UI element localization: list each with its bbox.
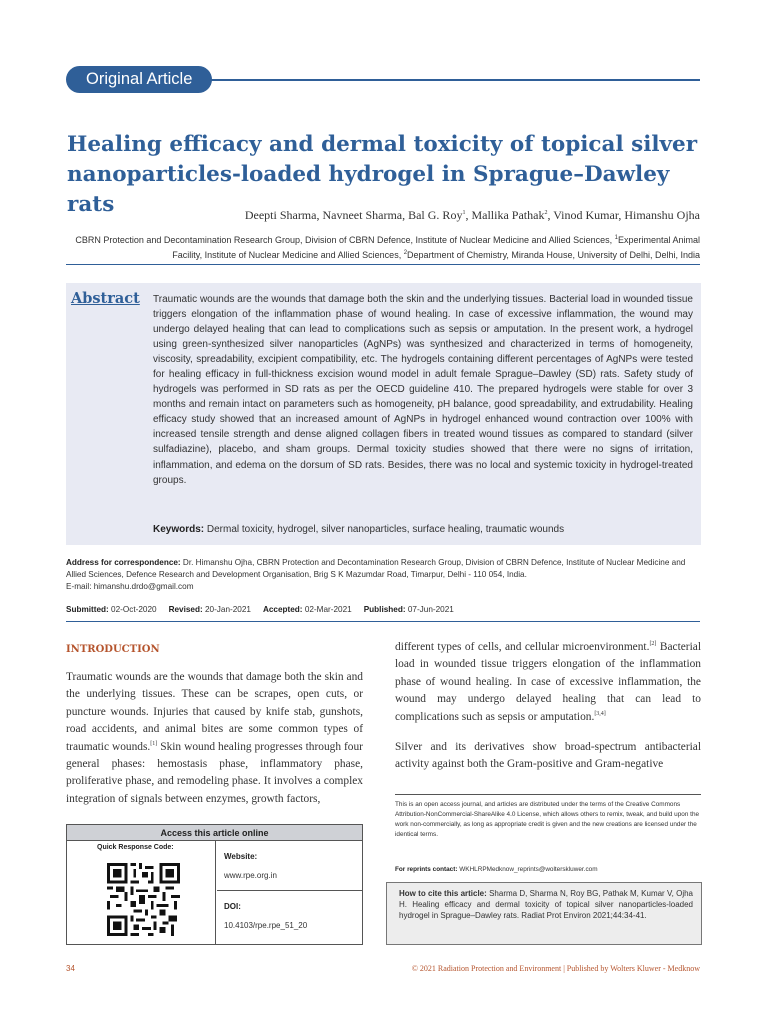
article-dates [66,605,454,614]
authors-part-1: Deepti Sharma, Navneet Sharma, Bal G. Roy [244,208,463,222]
citation-body: Sharma D, Sharma N, Roy BG, Pathak M, Kumar V, Ojha H. Healing efficacy and dermal toxicity of topical silver nanoparticles-loaded hydrogel in Sprague–Dawley rats. Radiat Prot Environ 2021;44:34-41. [399,889,694,921]
article-title: Healing efficacy and dermal toxicity of topical silver nanoparticles-loaded hydrogel in Sprague–Dawley rats [67,132,698,217]
published-date: 07-Jun-2021 [405,605,454,614]
intro-text-4: Bacterial load in wounded tissue triggers elongation of the inflammation phase of wound healing. In case of excessive inflammation, the wound may undergo delayed healing that can lead to complications such as sepsis or amputation. [395,641,701,723]
affiliation-marker-2: 2 [403,250,408,256]
authors-part-2: , Mallika Pathak [465,208,545,222]
keywords [153,524,564,535]
reprints-contact [395,866,598,873]
citation-ref-2[interactable]: [2] [649,641,657,648]
accepted-label: Accepted: [262,605,303,614]
author-affil-1: 1 [462,210,466,216]
citation-label: How to cite this article: [399,889,487,898]
reprints-label: For reprints contact: [395,866,458,873]
citation-ref-3[interactable]: [3,4] [594,710,606,717]
qr-column [67,841,216,944]
article-type-badge: Original Article [66,66,212,93]
intro-text-3: different types of cells, and cellular microenvironment. [395,641,650,653]
intro-text-1: Traumatic wounds are the wounds that damage both the skin and the underlying tissues. These can be scrapes, open cuts, or puncture wounds. Injuries that caused by knife stab, gunshots, road accidents, and animal bites are some common types of traumatic wounds. [66,671,363,753]
affiliation-animal-facility: Experimental Animal Facility, Institute of Nuclear Medicine and Allied Sciences, [172,235,700,260]
affiliations [66,233,700,263]
correspondence [66,557,700,593]
abstract-text: Traumatic wounds are the wounds that damage both the skin and the underlying tissues. Bacterial load in wounded tissue triggers elongation of the inflammation phase of wound healing. In case of excessive inflammation, the wound may undergo delayed healing that can lead to complications such as sepsis or amputation. In the present work, a hydrogel using green-synthesized silver nanoparticles (AgNPs) was synthesized and characterized in terms of homogeneity, viscosity, spreadability, excipient compatibility, etc. The hydrogels containing different percentages of AgNPs were tested for healing efficacy in full-thickness excision wound model in adult female Sprague–Dawley (SD) rats. Safety study of hydrogels was performed in SD rats as per the OECD guideline 410. The prepared hydrogels were stable for over 3 months and remain intact on parameters such as homogeneity, pH balance, good spreadability, and extrudability. Healing efficacy study showed that an increased amount of AgNPs in hydrogel enhanced wound contraction over 100% with increased tensile strength and dense aligned collagen fibers in treated wound tissues as compared to standard (silver sulfadiazine), placebo, and sham groups. Dermal toxicity studies showed that there were no signs of irritation, inflammation, and edema on the dorsum of SD rats. Besides, there was no local and systemic toxicity in hydrogel-treated groups. [153,294,693,486]
dates-rule [66,621,700,622]
affiliation-rule [66,264,700,265]
footer-copyright: © 2021 Radiation Protection and Environment | Published by Wolters Kluwer - Medknow [411,964,700,973]
intro-paragraph-2: Silver and its derivatives show broad-spectrum antibacterial activity against both the Gram-positive and Gram-negative [395,741,701,771]
author-affil-2: 2 [544,210,548,216]
website-cell [217,841,362,891]
website-label: Website: [224,852,258,861]
access-heading: Access this article online [67,825,362,841]
citation-box [386,882,702,945]
keywords-label: Keywords: [153,524,205,535]
submitted-date: 02-Oct-2020 [108,605,157,614]
correspondence-address: Dr. Himanshu Ojha, CBRN Protection and Decontamination Research Group, Division of CBRN Defence, Institute of Nuclear Medicine and Allied Sciences, Defence Research and Development Organisation, Brig S K Mazumdar Road, Timarpur, Delhi - 110 054, India. [66,558,686,579]
keywords-list: Dermal toxicity, hydrogel, silver nanoparticles, surface healing, traumatic wounds [204,524,565,535]
citation-text [399,888,693,922]
affiliation-main: CBRN Protection and Decontamination Research Group, Division of CBRN Defence, Institute of Nuclear Medicine and Allied Sciences, [75,235,615,245]
author-list [245,208,700,223]
revised-label: Revised: [168,605,203,614]
open-access-notice: This is an open access journal, and articles are distributed under the terms of the Creative Commons Attribution-NonCommercial-ShareAlike 4.0 License, which allows others to remix, tweak, and build upon the work non-commercially, as long as appropriate credit is given and the new creations are licensed under the identical terms. [395,801,700,838]
correspondence-email[interactable]: E-mail: himanshu.drdo@gmail.com [66,582,194,591]
published-label: Published: [363,605,406,614]
website-link[interactable]: www.rpe.org.in [224,871,277,880]
correspondence-label: Address for correspondence: [66,558,181,567]
doi-link[interactable]: 10.4103/rpe.rpe_51_20 [224,921,308,930]
authors-part-3: , Vinod Kumar, Himanshu Ojha [547,208,700,222]
intro-paragraph-1-cont [395,639,701,726]
revised-date: 20-Jan-2021 [202,605,251,614]
affiliation-chemistry: Department of Chemistry, Miranda House, University of Delhi, Delhi, India [407,250,700,260]
qr-code-icon[interactable] [107,863,180,936]
accepted-date: 02-Mar-2021 [302,605,352,614]
reprints-email[interactable]: WKHLRPMedknow_reprints@wolterskluwer.com [457,866,598,873]
abstract-heading: Abstract [71,290,140,307]
abstract-box [66,283,701,545]
doi-label: DOI: [224,902,241,911]
submitted-label: Submitted: [66,605,109,614]
introduction-heading: INTRODUCTION [66,644,160,655]
intro-text-2: Skin wound healing progresses through four general phases: hemostasis phase, inflammatory phase, proliferative phase, and remodeling phase. It involves a complex integration of signals between enzymes, growth factors, [66,740,363,805]
qr-label: Quick Response Code: [97,844,174,851]
intro-paragraph-1 [66,669,363,808]
citation-ref-1[interactable]: [1] [150,740,158,747]
open-access-rule [395,794,701,795]
affiliation-marker-1: 1 [614,235,618,241]
access-online-box [66,824,363,945]
doi-cell [217,891,362,944]
page-number: 34 [66,964,75,973]
